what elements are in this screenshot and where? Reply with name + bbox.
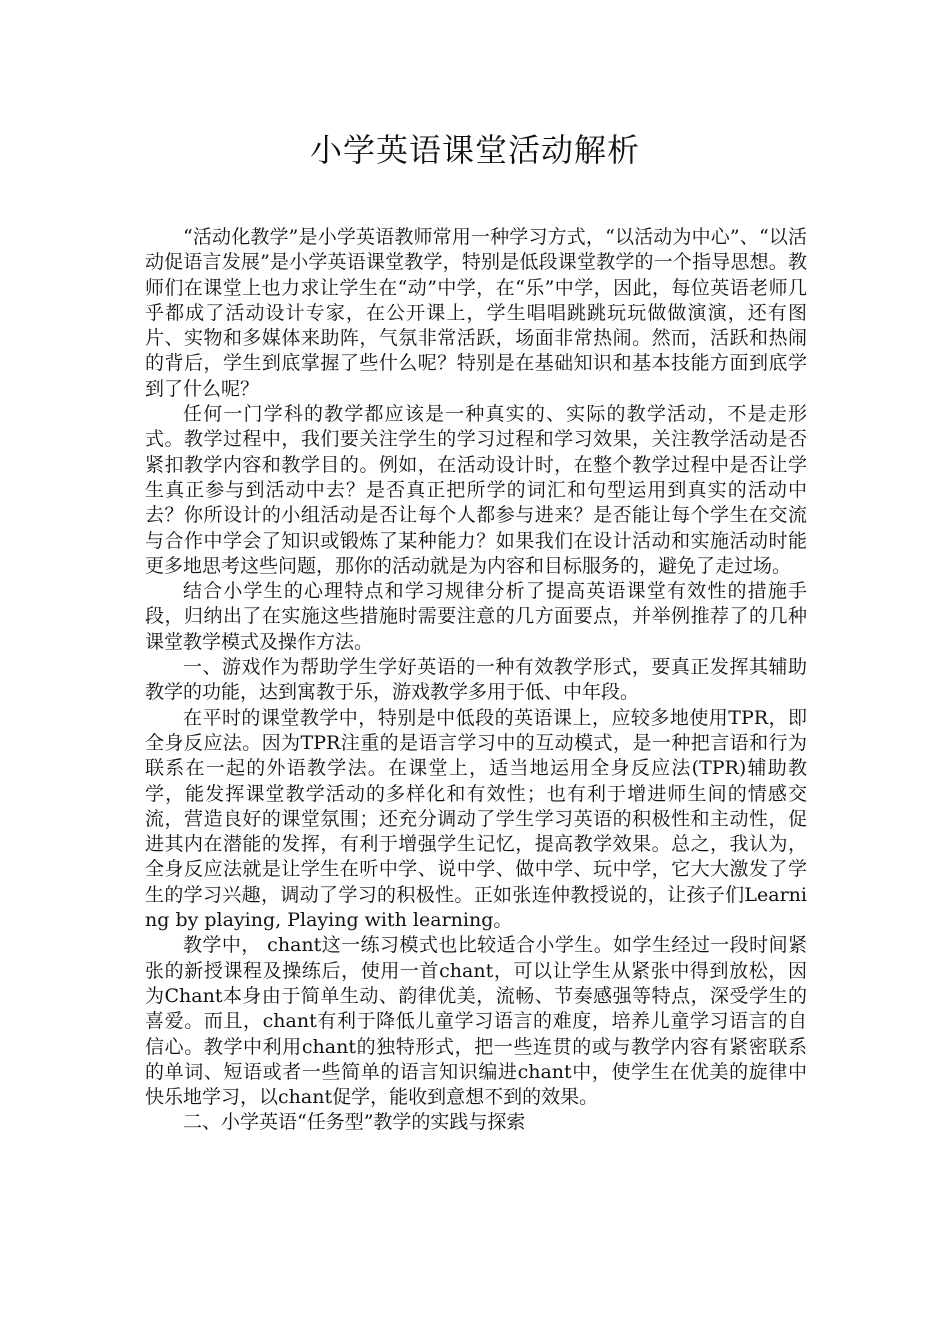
document-body — [145, 225, 807, 1136]
paragraph-chant: 教学中， chant这一练习模式也比较适合小学生。如学生经过一段时间紧张的新授课程及操练后，使用一首chant，可以让学生从紧张中得到放松，因为Chant本身由于简单生动、韵律优美，流畅、节奏感强等特点，深受学生的喜爱。而且，chant有利于降低儿童学习语言的难度，培养儿童学习语言的自信心。教学中利用chant的独特形式，把一些连贯的或与教学内容有紧密联系的单词、短语或者一些简单的语言知识编进chant中，使学生在优美的旋律中快乐地学习，以chant促学，能收到意想不到的效果。 — [145, 934, 807, 1109]
paragraph-intro: “活动化教学”是小学英语教师常用一种学习方式，“以活动为中心”、“以活动促语言发展”是小学英语课堂教学，特别是低段课堂教学的一个指导思想。教师们在课堂上也力求让学生在“动”中学，在“乐”中学，因此，每位英语老师几乎都成了活动设计专家，在公开课上，学生唱唱跳跳玩玩做做演演，还有图片、实物和多媒体来助阵，气氛非常活跃，场面非常热闹。然而，活跃和热闹的背后，学生到底掌握了些什么呢？特别是在基础知识和基本技能方面到底学到了什么呢？ — [145, 226, 807, 400]
section-heading-games: 一、游戏作为帮助学生学好英语的一种有效教学形式，要真正发挥其辅助教学的功能，达到寓教于乐，游戏教学多用于低、中年段。 — [145, 656, 807, 704]
section-heading-task-based: 二、小学英语“任务型”教学的实践与探索 — [183, 1111, 526, 1134]
paragraph-tpr: 在平时的课堂教学中，特别是中低段的英语课上，应较多地使用TPR，即全身反应法。因为TPR注重的是语言学习中的互动模式，是一种把言语和行为联系在一起的外语教学法。在课堂上，适当地运用全身反应法(TPR)辅助教学，能发挥课堂教学活动的多样化和有效性；也有利于增进师生间的情感交流，营造良好的课堂氛围；还充分调动了学生学习英语的积极性和主动性，促进其内在潜能的发挥，有利于增强学生记忆，提高教学效果。总之，我认为，全身反应法就是让学生在听中学、说中学、做中学、玩中学，它大大激发了学生的学习兴趣，调动了学习的积极性。正如张连仲教授说的，让孩子们Learning by playing, Playing with learning。 — [145, 706, 807, 932]
paragraph-real-activities: 任何一门学科的教学都应该是一种真实的、实际的教学活动，不是走形式。教学过程中，我们要关注学生的学习过程和学习效果，关注教学活动是否紧扣教学内容和教学目的。例如，在活动设计时，在整个教学过程中是否让学生真正参与到活动中去？是否真正把所学的词汇和句型运用到真实的活动中去？你所设计的小组活动是否让每个人都参与进来？是否能让每个学生在交流与合作中学会了知识或锻炼了某种能力？如果我们在设计活动和实施活动时能更多地思考这些问题，那你的活动就是为内容和目标服务的，避免了走过场。 — [145, 403, 807, 577]
paragraph-summary: 结合小学生的心理特点和学习规律分析了提高英语课堂有效性的措施手段，归纳出了在实施这些措施时需要注意的几方面要点，并举例推荐了的几种课堂教学模式及操作方法。 — [145, 580, 807, 653]
document-title: 小学英语课堂活动解析 — [309, 131, 640, 169]
